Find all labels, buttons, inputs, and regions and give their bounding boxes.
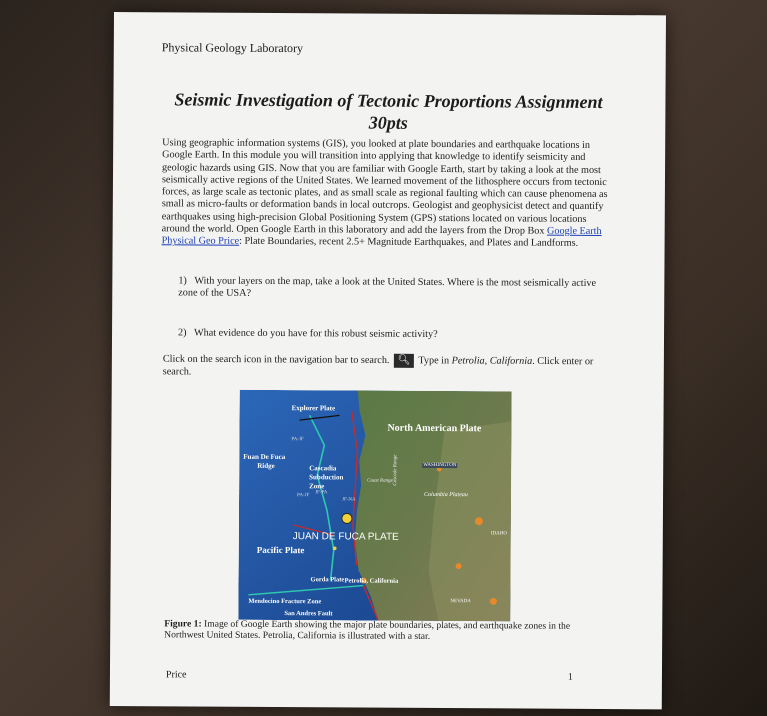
epicenter-dot (333, 547, 337, 551)
assignment-title (153, 88, 623, 135)
figure-label: Figure 1: (164, 618, 202, 630)
footer-author: Price (165, 669, 187, 681)
quake-marker (475, 517, 483, 525)
title-line-2: 30pts (368, 112, 408, 133)
petrolia-star-icon (342, 513, 352, 523)
figure-caption (164, 618, 584, 643)
label-mendocino-fracture-zone: Mendocino Fracture Zone (248, 597, 322, 606)
search-text-after: . Click enter or search. (162, 355, 594, 378)
label-cascadia-2: Subduction (309, 473, 344, 482)
search-text-mid: Type in (418, 355, 450, 367)
intro-tail: : Plate Boundaries, recent 2.5+ Magnitude Earthquakes, and Plates and Landforms. (239, 236, 579, 250)
label-washington: WASHINGTON (423, 462, 457, 469)
label-jf-na: JF-NA (342, 497, 356, 503)
question-2-number: 2) (178, 327, 187, 339)
lab-header: Physical Geology Laboratory (161, 40, 304, 56)
label-ridge-line-1: Fuan De Fuca (243, 452, 286, 462)
label-cascade-range: Cascade Range (393, 454, 399, 486)
question-1 (178, 275, 598, 302)
search-place: Petrolia, California (451, 355, 533, 367)
label-columbia-plateau: Columbia Plateau (424, 491, 468, 499)
label-san-andreas-fault: San Andres Fault (284, 610, 333, 618)
drop-box-link[interactable]: Google Earth Physical Geo Price (161, 225, 602, 248)
search-icon: 🔍︎ (394, 354, 414, 368)
label-juan-de-fuca-plate: JUAN DE FUCA PLATE (292, 531, 399, 543)
label-explorer-plate: Explorer Plate (291, 404, 336, 413)
label-coast-range: Coast Range (367, 478, 393, 484)
document-page (110, 12, 666, 709)
label-cascadia-3: Zone (309, 482, 325, 491)
page-number: 1 (567, 671, 573, 683)
question-2-text: What evidence do you have for this robust seismic activity? (194, 327, 438, 340)
title-line-1: Seismic Investigation of Tectonic Proportions Assignment (174, 89, 603, 112)
figure-caption-text: Image of Google Earth showing the major plate boundaries, plates, and earthquake zones in the Northwest United States. Petrolia, California is illustrated with a star. (164, 618, 571, 642)
intro-paragraph (162, 137, 613, 250)
quake-marker (456, 563, 462, 569)
quake-marker (490, 598, 497, 605)
label-pa-jf-1: PA-JF (291, 437, 304, 443)
figure-map (238, 390, 511, 622)
search-text-before: Click on the search icon in the navigation bar to search. (162, 353, 390, 367)
intro-text: Using geographic information systems (GIS), you looked at plate boundaries and earthquake locations in Google Earth. In this module you will transition into applying that knowledge to identify seismicity and geologic hazards using GIS. Now that you are familiar with Google Earth, start by taking a look at the most seismically active regions of the United States. We learned movement of the lithosphere occurs from tectonic forces, as large scale as tectonic plates, and as small scale as regional faulting which can cause phenomena as small as micro-faults or deformation bands in local outcrops. Geologist and geophysicist detect and quantify earthquakes using high-precision Global Positioning System (GPS) stations located on various locations around the world. Open Google Earth in this laboratory and add the layers from the Drop Box (161, 137, 608, 237)
label-cascadia-1: Cascadia (309, 464, 337, 473)
label-jf-pa: JF-PA (315, 490, 328, 496)
question-1-text: With your layers on the map, take a look at the United States. Where is the most seismically active zone of the USA? (178, 275, 597, 300)
search-instructions (163, 352, 603, 381)
question-1-number: 1) (178, 275, 187, 287)
label-ridge-line-2: Ridge (257, 461, 275, 470)
label-petrolia: Petrolia, California (344, 577, 399, 585)
label-pacific-plate: Pacific Plate (256, 544, 305, 556)
label-gorda-plate: Gorda Plate (310, 576, 345, 584)
question-2 (178, 327, 598, 342)
label-north-american-plate: North American Plate (387, 422, 482, 435)
label-pa-jf-2: PA-JF (297, 493, 310, 499)
label-idaho: IDAHO (490, 531, 507, 537)
label-nevada: NEVADA (450, 599, 471, 605)
